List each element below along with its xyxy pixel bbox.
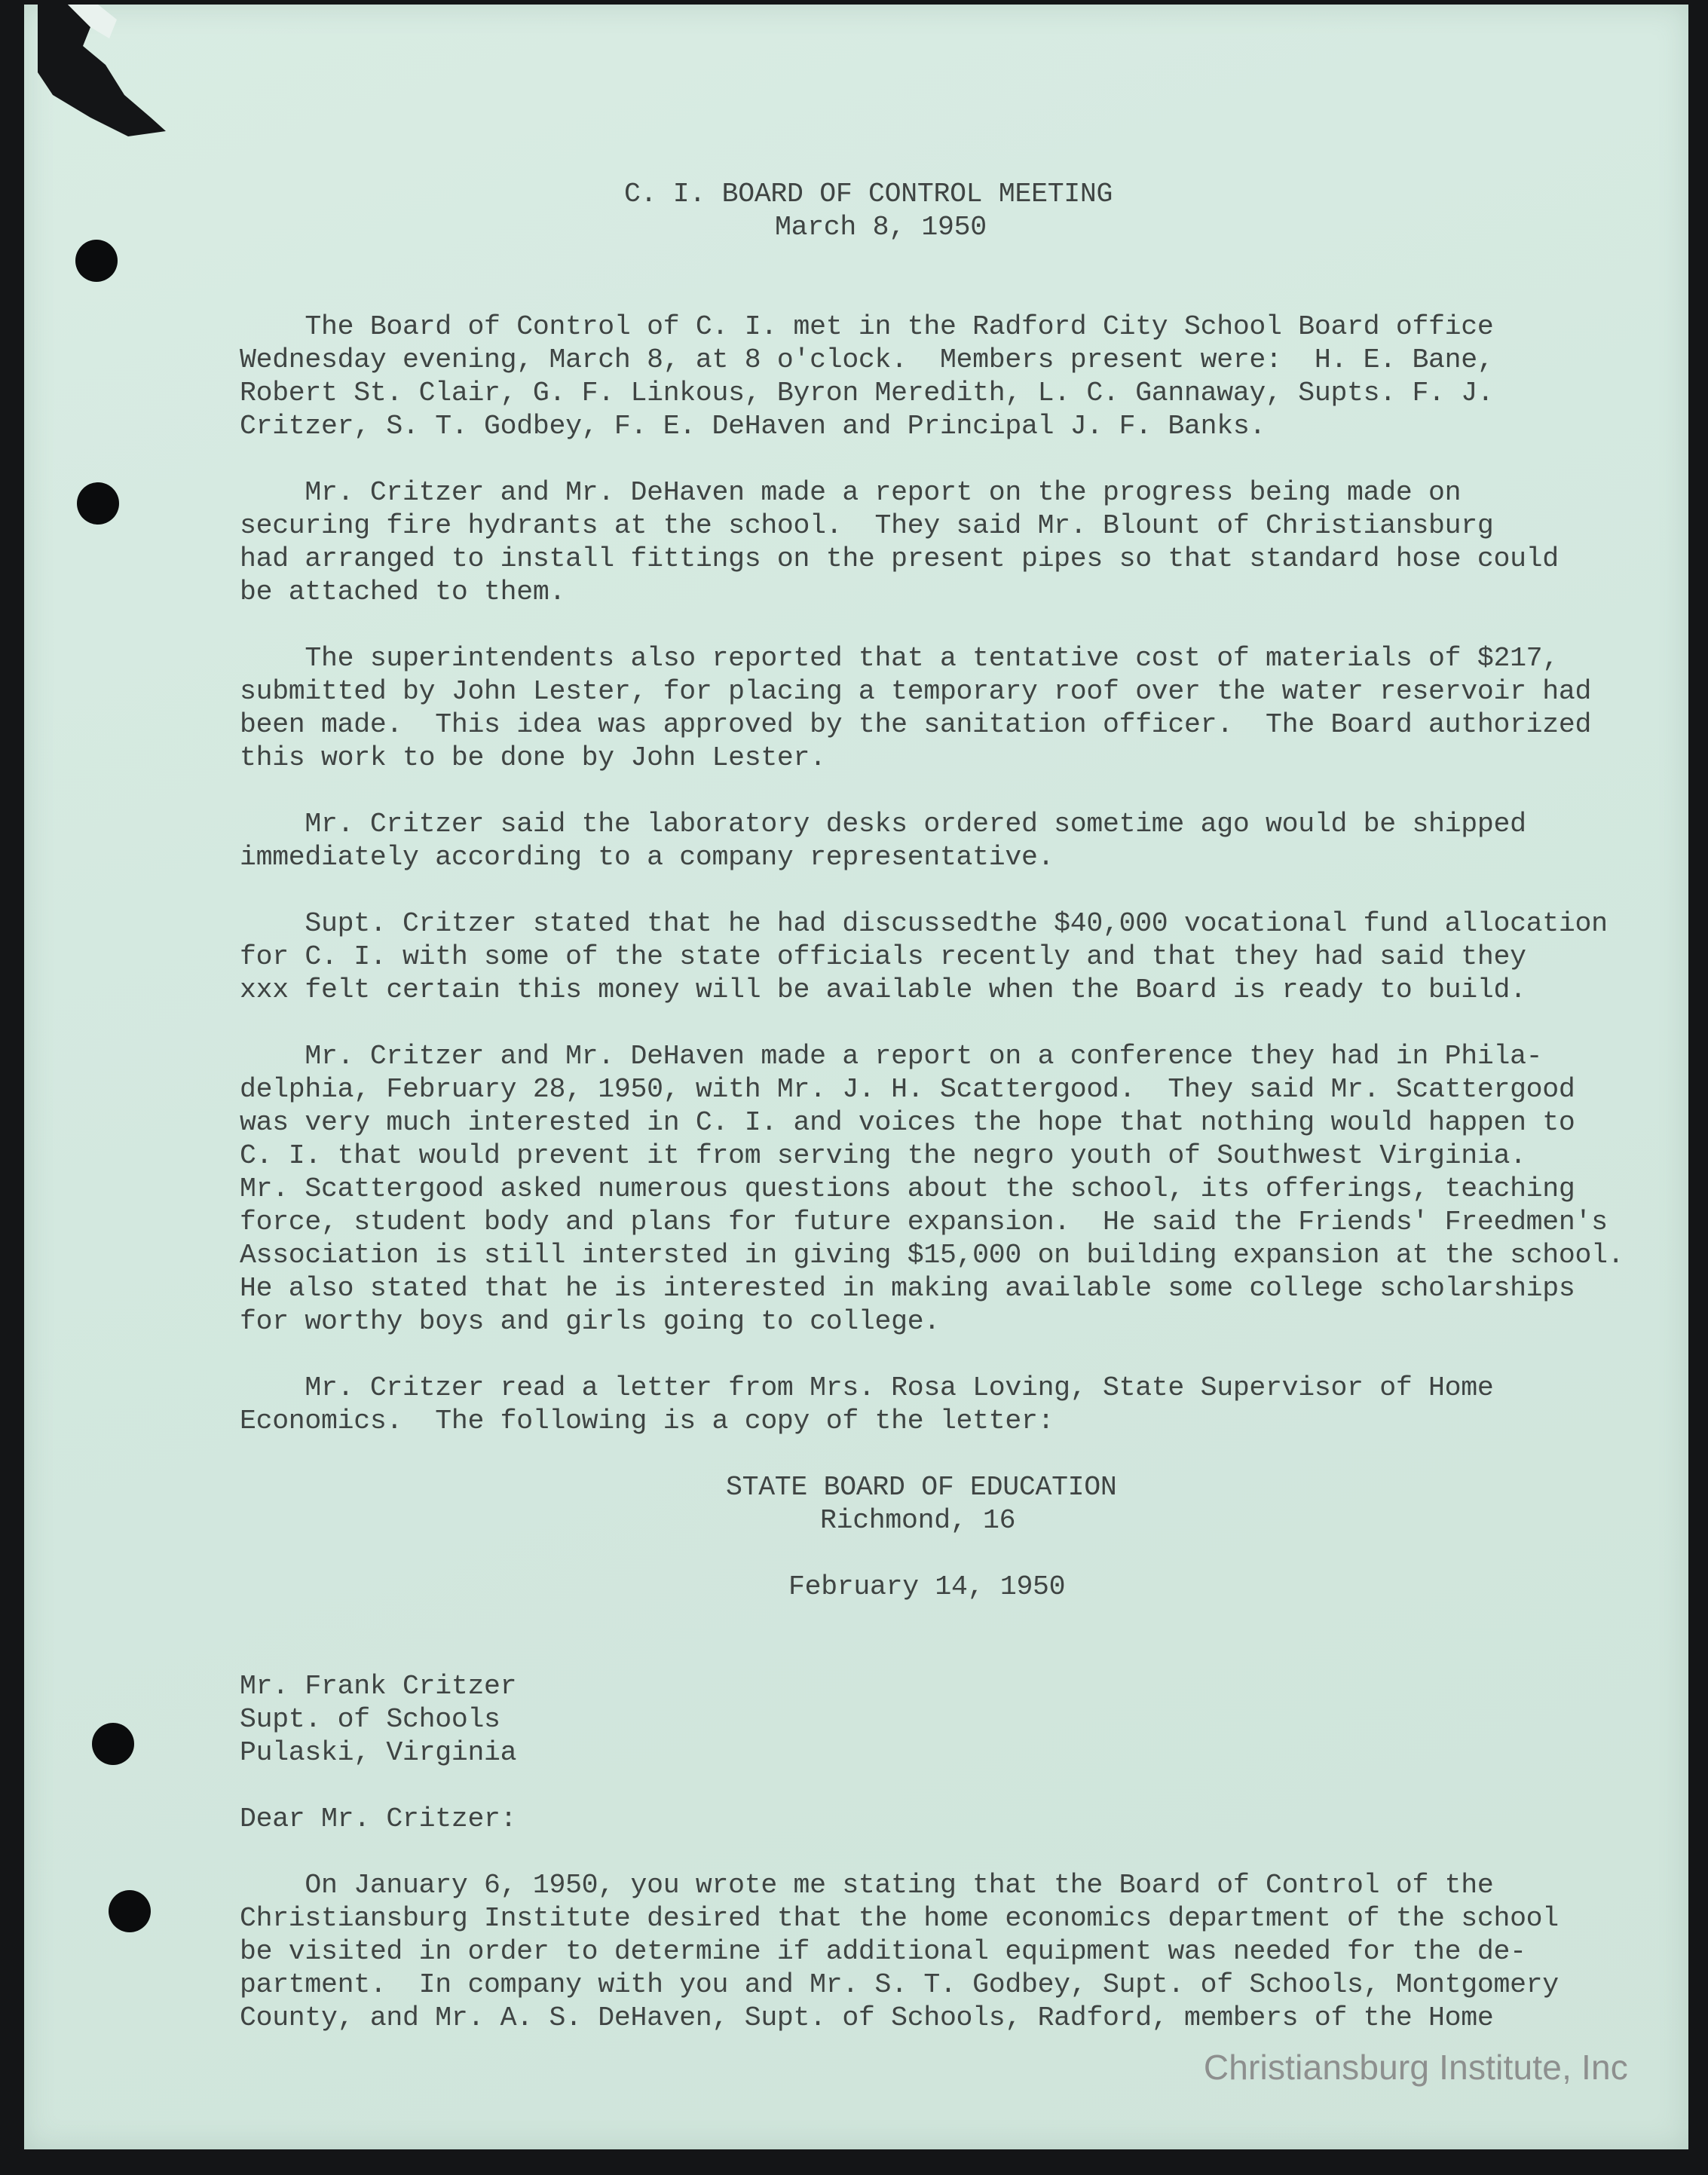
body-line: Association is still intersted in giving $15,000 on building expansion at the school.	[240, 1240, 1624, 1271]
minutes-body	[240, 310, 1627, 1438]
body-line: for worthy boys and girls going to college.	[240, 1306, 940, 1337]
body-line: Mr. Critzer read a letter from Mrs. Rosa Loving, State Supervisor of Home	[240, 1372, 1494, 1403]
body-line: force, student body and plans for future expansion. He said the Friends' Freedmen's	[240, 1207, 1608, 1237]
body-line: been made. This idea was approved by the sanitation officer. The Board authorized	[240, 709, 1592, 740]
punch-hole-1	[75, 240, 118, 282]
letter-date: February 14, 1950	[788, 1571, 1066, 1602]
body-line	[240, 874, 1627, 907]
typed-document	[240, 178, 1627, 2035]
meeting-heading: C. I. BOARD OF CONTROL MEETING	[624, 179, 1113, 210]
body-line: this work to be done by John Lester.	[240, 742, 826, 773]
body-line: Critzer, S. T. Godbey, F. E. DeHaven and Principal J. F. Banks.	[240, 411, 1266, 442]
letter-city: Richmond, 16	[820, 1505, 1016, 1536]
body-line: Mr. Critzer said the laboratory desks ordered sometime ago would be shipped	[240, 809, 1526, 840]
body-line: Mr. Critzer and Mr. DeHaven made a report on a conference they had in Phila-	[240, 1041, 1543, 1072]
body-line	[240, 609, 1627, 642]
letter-line: be visited in order to determine if additional equipment was needed for the de-	[240, 1936, 1526, 1967]
body-line: Wednesday evening, March 8, at 8 o'clock. Members present were: H. E. Bane,	[240, 344, 1494, 375]
body-line: was very much interested in C. I. and voices the hope that nothing would happen to	[240, 1107, 1575, 1138]
body-line	[240, 1007, 1627, 1040]
address-line: Mr. Frank Critzer	[240, 1671, 517, 1702]
body-line: Mr. Critzer and Mr. DeHaven made a report on the progress being made on	[240, 477, 1462, 508]
body-line: xxx felt certain this money will be available when the Board is ready to build.	[240, 974, 1526, 1005]
body-line: He also stated that he is interested in making available some college scholarships	[240, 1273, 1575, 1304]
torn-corner	[38, 5, 181, 140]
letter-org: STATE BOARD OF EDUCATION	[726, 1472, 1117, 1503]
punch-hole-4	[109, 1890, 151, 1932]
body-line	[240, 775, 1627, 808]
letter-line: On January 6, 1950, you wrote me stating that the Board of Control of the	[240, 1870, 1494, 1901]
body-line: Economics. The following is a copy of the letter:	[240, 1406, 1054, 1436]
address-line: Pulaski, Virginia	[240, 1737, 517, 1768]
meeting-date: March 8, 1950	[775, 212, 987, 243]
body-line: delphia, February 28, 1950, with Mr. J. H. Scattergood. They said Mr. Scattergood	[240, 1074, 1575, 1105]
body-line	[240, 1338, 1627, 1372]
body-line: Mr. Scattergood asked numerous questions about the school, its offerings, teaching	[240, 1173, 1575, 1204]
body-line: for C. I. with some of the state officials recently and that they had said they	[240, 941, 1526, 972]
punch-hole-3	[92, 1723, 134, 1765]
body-line: C. I. that would prevent it from serving the negro youth of Southwest Virginia.	[240, 1140, 1526, 1171]
archive-watermark: Christiansburg Institute, Inc	[1203, 2048, 1628, 2087]
inside-address	[240, 1670, 1627, 1770]
body-line: Robert St. Clair, G. F. Linkous, Byron Meredith, L. C. Gannaway, Supts. F. J.	[240, 378, 1494, 408]
body-line: The Board of Control of C. I. met in the Radford City School Board office	[240, 311, 1494, 342]
body-line: The superintendents also reported that a tentative cost of materials of $217,	[240, 643, 1559, 674]
address-line: Supt. of Schools	[240, 1704, 500, 1735]
body-line: securing fire hydrants at the school. They said Mr. Blount of Christiansburg	[240, 510, 1494, 541]
body-line: had arranged to install fittings on the present pipes so that standard hose could	[240, 543, 1559, 574]
salutation: Dear Mr. Critzer:	[240, 1803, 517, 1834]
letter-line: County, and Mr. A. S. DeHaven, Supt. of Schools, Radford, members of the Home	[240, 2002, 1494, 2033]
letter-body	[240, 1869, 1627, 2035]
punch-hole-2	[77, 482, 119, 525]
body-line: Supt. Critzer stated that he had discussedthe $40,000 vocational fund allocation	[240, 908, 1608, 939]
letter-line: Christiansburg Institute desired that the home economics department of the school	[240, 1903, 1559, 1934]
body-line: submitted by John Lester, for placing a temporary roof over the water reservoir had	[240, 676, 1592, 707]
body-line: immediately according to a company representative.	[240, 842, 1054, 873]
letter-line: partment. In company with you and Mr. S. T. Godbey, Supt. of Schools, Montgomery	[240, 1969, 1559, 2000]
body-line: be attached to them.	[240, 577, 566, 607]
body-line	[240, 443, 1627, 476]
